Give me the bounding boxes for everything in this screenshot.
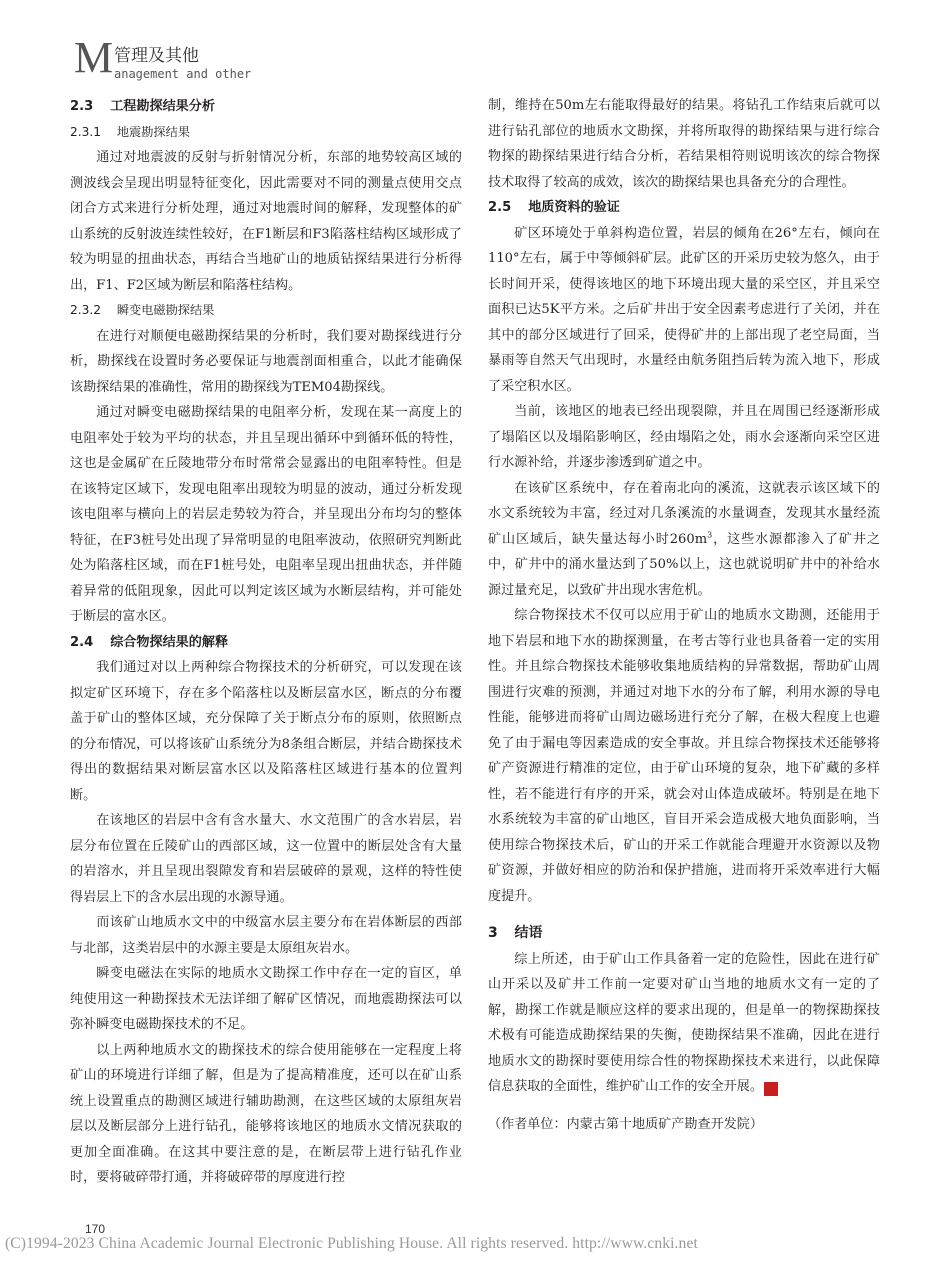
section-heading-2-4: 2.4 综合物探结果的解释 xyxy=(70,634,229,650)
paragraph: 在进行对顺便电磁勘探结果的分析时，我们要对勘探线进行分析，勘探线在设置时务必要保证与地震剖面相重合，以此才能确保该勘探结果的准确性，常用的勘探线为TEM04勘探线。 xyxy=(70,328,462,395)
paragraph: 在该矿区系统中，存在着南北向的溪流，这就表示该区域下的水文系统较为丰富，经过对几条溪流的水量调查，发现其水量经流矿山区域后，缺失量达每小时$260m^3$，这些水源都渗入了矿井之中，矿井中的涌水量达到了50%以上，这也就说明矿井中的补给水源过量充足，以致矿井出现水害危机。 xyxy=(488,480,880,598)
page-number: 170 xyxy=(85,1222,106,1236)
header-title-cn: 管理及其他 xyxy=(114,46,199,66)
paragraph: 而该矿山地质水文中的中级富水层主要分布在岩体断层的西部与北部，这类岩层中的水源主要是太原组灰岩水。 xyxy=(70,915,462,956)
header-title-en: anagement and other xyxy=(114,67,252,81)
paragraph: 矿区环境处于单斜构造位置，岩层的倾角在26°左右，倾向在110°左右，属于中等倾斜矿层。此矿区的开采历史较为悠久，由于长时间开采，使得该地区的地下环境出现大量的采空区，并且采空面积已达5K平方米。之后矿井出于安全因素考虑进行了关闭，并在其中的部分区域进行了回采，使得矿井的上部出现了老空局面，当暴雨等自然天气出现时，水量经由航务阻挡后转为流入地下，形成了采空积水区。 xyxy=(488,225,880,394)
paragraph: 综合物探技术不仅可以应用于矿山的地质水文勘测，还能用于地下岩层和地下水的勘探测量，在考古等行业也具备着一定的实用性。并且综合物探技术能够收集地质结构的异常数据，帮助矿山周围进行灾难的预测，并通过对地下水的分布了解，利用水源的导电性能，能够进而将矿山周边磁场进行充分了解，在极大程度上也避免了由于漏电等因素造成的安全事故。并且综合物探技术还能够将矿产资源进行精准的定位，由于矿山环境的复杂，地下矿藏的多样性，若不能进行有序的开采，就会对山体造成破坏。特别是在地下水系统较为丰富的矿山地区，盲目开采会造成极大地负面影响，当使用综合物探技术后，矿山的开采工作就能合理避开水资源以及物矿资源，并做好相应的防治和保护措施，进而将开采效率进行大幅度提升。 xyxy=(488,608,880,904)
copyright-notice: (C)1994-2023 China Academic Journal Electronic Publishing House. All rights reserved. http://www.cnki.net xyxy=(5,1235,698,1252)
right-column xyxy=(488,93,880,1137)
end-mark-icon: 通 xyxy=(764,1082,778,1096)
section-heading-2-3-2: 2.3.2 瞬变电磁勘探结果 xyxy=(70,303,215,317)
paragraph: 通过对地震波的反射与折射情况分析，东部的地势较高区域的测波线会呈现出明显特征变化，因此需要对不同的测量点使用交点闭合方式来进行分析处理，通过对地震时间的解释，发现整体的矿山系统的反射波连续性较好，在F1断层和F3陷落柱结构区域形成了较为明显的扭曲状态，再结合当地矿山的地质钻探结果进行分析得出，F1、F2区域为断层和陷落柱结构。 xyxy=(70,150,462,293)
section-heading-2-3-1: 2.3.1 地震勘探结果 xyxy=(70,124,190,139)
paragraph: 通过对瞬变电磁勘探结果的电阻率分析，发现在某一高度上的电阻率处于较为平均的状态，并且呈现出循环中到循环低的特性，这也是金属矿在丘陵地带分布时常常会显露出的电阻率特性。但是在该特定区域下，发现电阻率出现较为明显的波动，通过分析发现该电阻率与横向上的岩层走势较为符合，并呈现出分布均匀的整体特征，在F3桩号处出现了异常明显的电阻率波动，依照研究判断此处为陷落柱区域，而在F1桩号处，电阻率呈现出扭曲状态，并伴随着异常的低阻现象，因此可以判定该区域为水断层结构，并可能处于断层的富水区。 xyxy=(70,405,462,624)
section-heading-3: 3 结语 xyxy=(488,925,543,941)
paragraph: 以上两种地质水文的勘探技术的综合使用能够在一定程度上将矿山的环境进行详细了解，但是为了提高精准度，还可以在矿山系统上设置重点的勘测区域进行辅助勘测，在这些区域的太原组灰岩层以及断层部分上进行钻孔，能够将该地区的地质水文情况获取的更加全面准确。在这其中要注意的是，在断层带上进行钻孔作业时，要将破碎带打通，并将破碎带的厚度进行控 xyxy=(70,1042,462,1185)
paragraph: 我们通过对以上两种综合物探技术的分析研究，可以发现在该拟定矿区环境下，存在多个陷落柱以及断层富水区，断点的分布覆盖于矿山的整体区域，充分保障了关于断点分布的原则，依照断点的分布情况，可以将该矿山系统分为8条组合断层，并结合勘探技术得出的数据结果对断层富水区以及陷落柱区域进行基本的位置判断。 xyxy=(70,660,462,803)
paragraph-continued: 制，维持在50m左右能取得最好的结果。将钻孔工作结束后就可以进行钻孔部位的地质水文勘探，并将所取得的勘探结果与进行综合物探的勘探结果进行结合分析，若结果相符则说明该次的综合物探技术取得了较高的成效，该次的勘探结果也具备充分的合理性。 xyxy=(488,98,880,190)
author-affiliation: （作者单位：内蒙古第十地质矿产勘查开发院） xyxy=(488,1116,763,1132)
paragraph: 在该地区的岩层中含有含水量大、水文范围广的含水岩层，岩层分布位置在丘陵矿山的西部区域，这一位置中的断层处含有大量的岩溶水，并且呈现出裂隙发育和岩层破碎的景观，这样的特性使得岩层上下的含水层出现的水源导通。 xyxy=(70,813,462,905)
section-heading-2-5: 2.5 地质资料的验证 xyxy=(488,200,620,215)
paragraph: 当前，该地区的地表已经出现裂隙，并且在周围已经逐渐形成了塌陷区以及塌陷影响区，经由塌陷之处，雨水会逐渐向采空区进行水源补给，并逐步渗透到矿道之中。 xyxy=(488,404,880,470)
left-column xyxy=(70,94,462,1191)
section-heading-2-3: 2.3 工程勘探结果分析 xyxy=(70,99,215,114)
paragraph: 瞬变电磁法在实际的地质水文勘探工作中存在一定的盲区，单纯使用这一种勘探技术无法详细了解矿区情况，而地震勘探法可以弥补瞬变电磁勘探技术的不足。 xyxy=(70,966,462,1032)
paragraph: 综上所述，由于矿山工作具备着一定的危险性，因此在进行矿山开采以及矿井工作前一定要对矿山当地的地质水文有一定的了解，勘探工作就是顺应这样的要求出现的，但是单一的物探勘探技术极有可能造成勘探结果的失衡，使勘探结果不准确，因此在进行地质水文的勘探时要使用综合性的物探勘探技术来进行，以此保障信息获取的全面性，维护矿山工作的安全开展。 通 xyxy=(488,951,880,1094)
header-initial-letter: M xyxy=(74,33,114,82)
